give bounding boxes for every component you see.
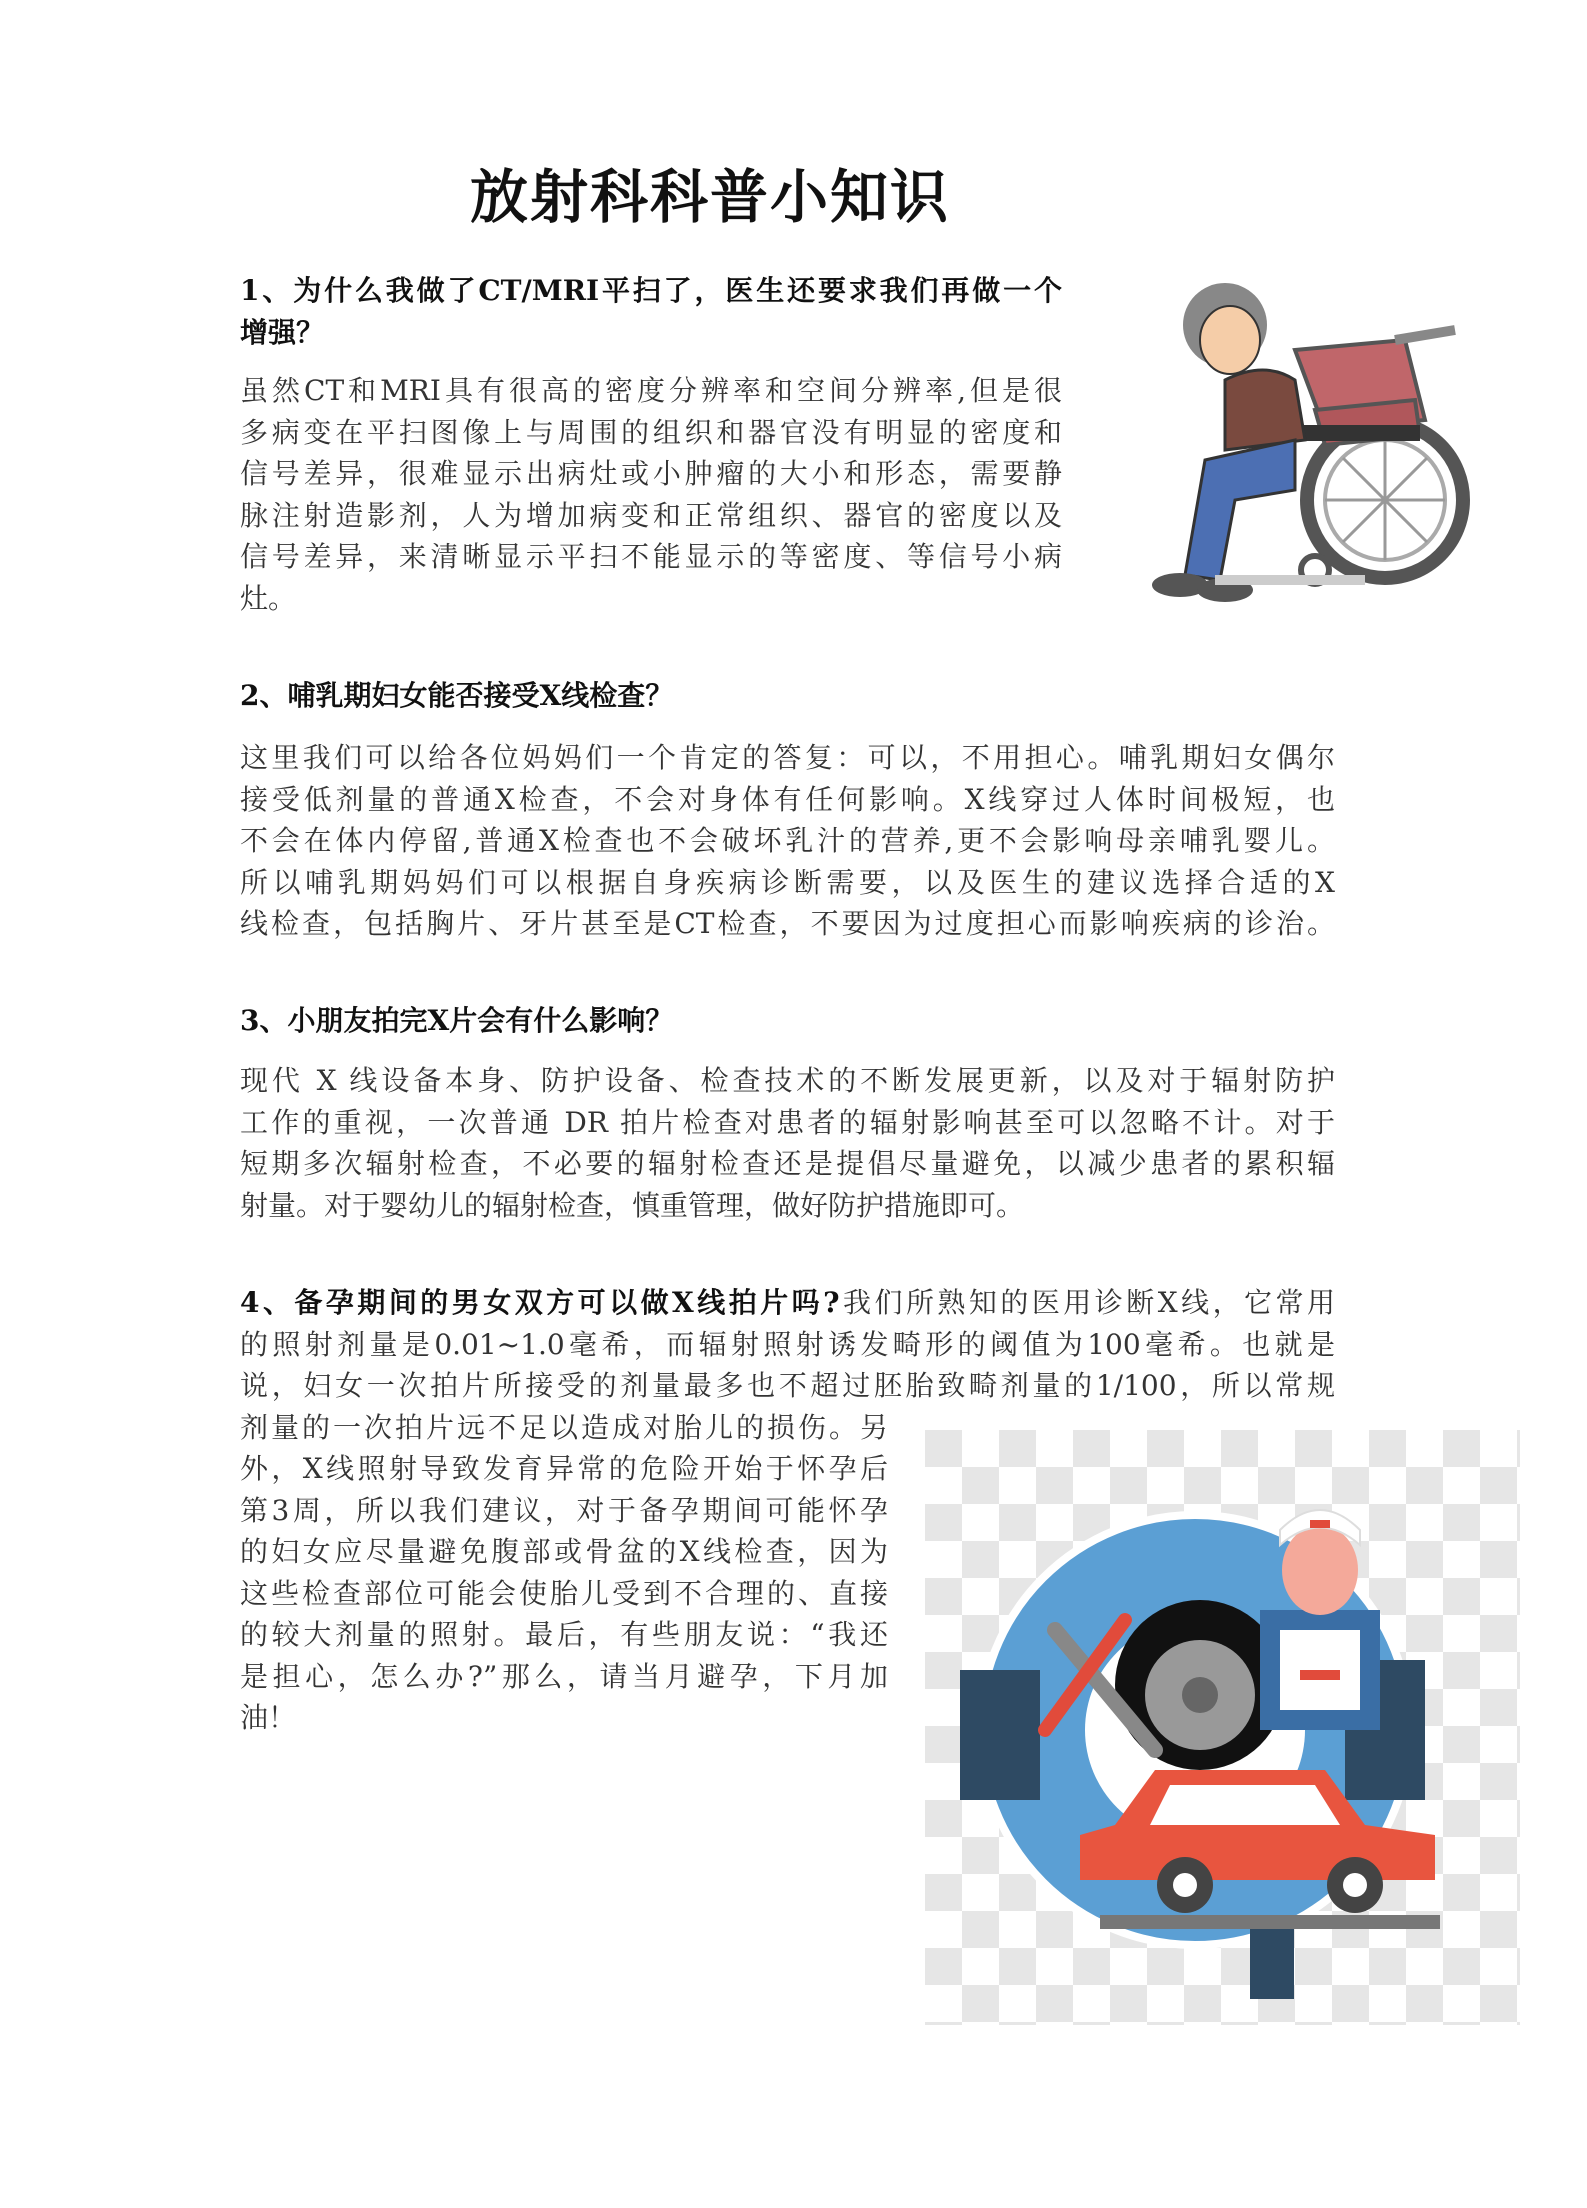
heading-line: 2、哺乳期妇女能否接受X线检查？ bbox=[240, 679, 674, 712]
heading-line: 增强？ bbox=[240, 315, 325, 349]
body-line: 所以哺乳期妈妈们可以根据自身疾病诊断需要，以及医生的建议选择合适的X bbox=[240, 865, 1335, 899]
body-line: 这里我们可以给各位妈妈们一个肯定的答复：可以，不用担心。哺乳期妇女偶尔 bbox=[240, 741, 1335, 774]
body-line: 第3周，所以我们建议，对于备孕期间可能怀孕 bbox=[240, 1493, 888, 1527]
body-line: 这些检查部位可能会使胎儿受到不合理的、直接 bbox=[240, 1576, 888, 1610]
body-line: 说，妇女一次拍片所接受的剂量最多也不超过胚胎致畸剂量的1/100，所以常规 bbox=[240, 1369, 1335, 1402]
section-3-body bbox=[240, 1060, 1335, 1226]
section-1-heading bbox=[240, 270, 1062, 353]
elderly-wheelchair-illustration bbox=[1125, 270, 1475, 615]
section-4-heading: 4、备孕期间的男女双方可以做X线拍片吗? bbox=[240, 1286, 840, 1319]
section-2-body bbox=[240, 737, 1335, 945]
body-line: 灶。 bbox=[240, 581, 297, 615]
mechanic-car-illustration bbox=[925, 1430, 1520, 2025]
body-line: 的照射剂量是0.01~1.0毫希，而辐射照射诱发畸形的阈值为100毫希。也就是 bbox=[240, 1327, 1335, 1361]
body-line: 射量。对于婴幼儿的辐射检查，慎重管理，做好防护措施即可。 bbox=[240, 1188, 1025, 1222]
heading-line: 1、为什么我做了CT/MRI平扫了，医生还要求我们再做一个 bbox=[240, 274, 1062, 307]
body-line: 脉注射造影剂，人为增加病变和正常组织、器官的密度以及 bbox=[240, 498, 1062, 532]
section-4-first-line bbox=[240, 1282, 1335, 1324]
body-line: 线检查，包括胸片、牙片甚至是CT检查，不要因为过度担心而影响疾病的诊治。 bbox=[240, 907, 1335, 940]
body-line: 油！ bbox=[240, 1701, 297, 1734]
body-line: 接受低剂量的普通X检查，不会对身体有任何影响。X线穿过人体时间极短，也 bbox=[240, 782, 1335, 816]
body-line: 剂量的一次拍片远不足以造成对胎儿的损伤。另 bbox=[240, 1410, 888, 1444]
body-line: 多病变在平扫图像上与周围的组织和器官没有明显的密度和 bbox=[240, 415, 1062, 449]
heading-line: 3、小朋友拍完X片会有什么影响？ bbox=[240, 1004, 674, 1037]
body-line: 信号差异，来清晰显示平扫不能显示的等密度、等信号小病 bbox=[240, 540, 1062, 573]
body-line: 信号差异，很难显示出病灶或小肿瘤的大小和形态，需要静 bbox=[240, 457, 1062, 490]
body-line: 不会在体内停留,普通X检查也不会破坏乳汁的营养,更不会影响母亲哺乳婴儿。 bbox=[240, 824, 1335, 857]
section-2-heading bbox=[240, 675, 1335, 717]
body-line: 工作的重视，一次普通 DR 拍片检查对患者的辐射影响甚至可以忽略不计。对于 bbox=[240, 1105, 1335, 1139]
body-line: 现代 X 线设备本身、防护设备、检查技术的不断发展更新，以及对于辐射防护 bbox=[240, 1064, 1335, 1097]
body-line: 外，X线照射导致发育异常的危险开始于怀孕后 bbox=[240, 1452, 888, 1485]
section-1-body bbox=[240, 370, 1062, 619]
page-title: 放射科科普小知识 bbox=[469, 163, 950, 231]
body-text: 我们所熟知的医用诊断X线，它常用 bbox=[839, 1286, 1335, 1319]
body-line: 的较大剂量的照射。最后，有些朋友说：“我还 bbox=[240, 1618, 888, 1651]
section-3-heading bbox=[240, 1000, 1335, 1042]
body-line: 的妇女应尽量避免腹部或骨盆的X线检查，因为 bbox=[240, 1535, 888, 1568]
body-line: 是担心，怎么办?”那么，请当月避孕，下月加 bbox=[240, 1659, 888, 1693]
body-line: 虽然CT和MRI具有很高的密度分辨率和空间分辨率,但是很 bbox=[240, 374, 1062, 407]
body-line: 短期多次辐射检查，不必要的辐射检查还是提倡尽量避免，以减少患者的累积辐 bbox=[240, 1147, 1335, 1180]
